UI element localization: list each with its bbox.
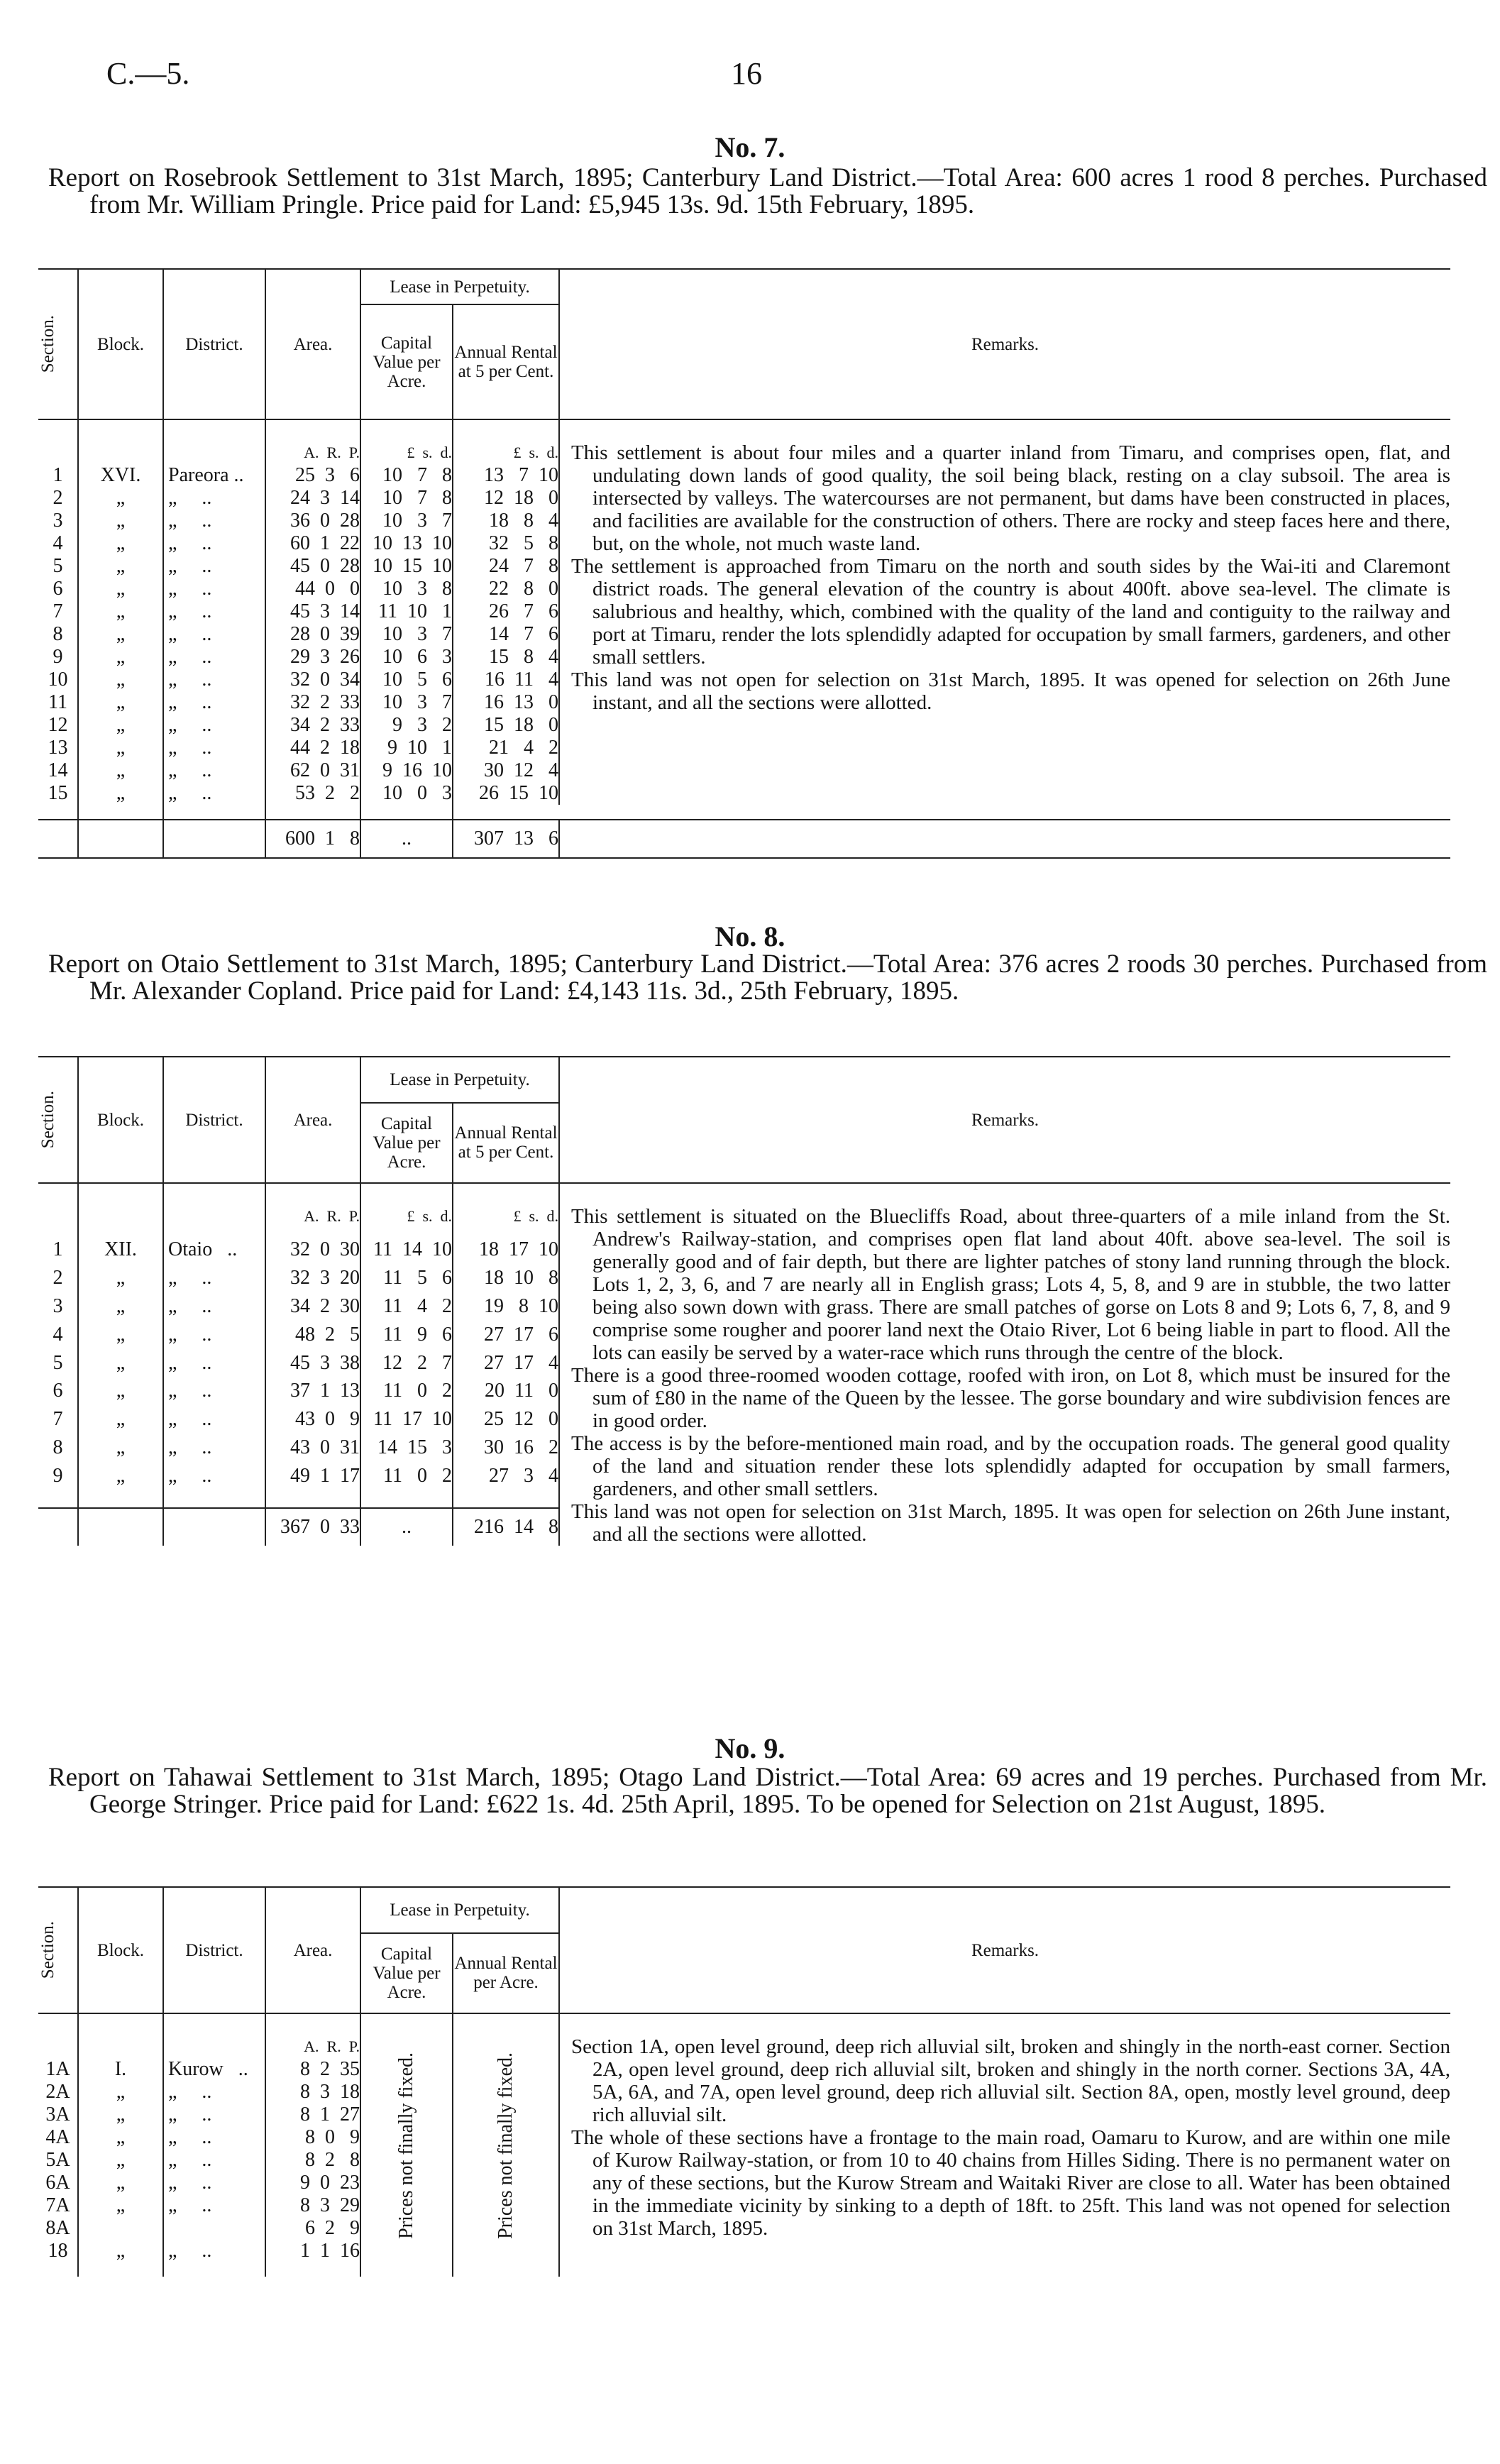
section-cell: 11 — [48, 691, 67, 713]
col-area-header: Area. — [265, 269, 360, 419]
page-number: 16 — [731, 56, 762, 91]
annual-rental-cell: 32 5 8 — [453, 532, 559, 555]
col-capital-header: Capital Value per Acre. — [360, 1103, 453, 1183]
block-cell: „ — [78, 2172, 163, 2194]
area-cell: 44 2 18 — [265, 737, 360, 759]
area-cell: 9 0 23 — [265, 2172, 360, 2194]
capital-value-cell: 10 15 10 — [360, 555, 453, 578]
area-cell: 6 2 9 — [265, 2217, 360, 2240]
block-cell: „ — [78, 669, 163, 691]
area-units: A. R. P. — [265, 1183, 360, 1238]
block-cell: „ — [78, 1380, 163, 1408]
area-cell: 45 3 14 — [265, 600, 360, 623]
section-cell: 6A — [45, 2172, 70, 2194]
capital-value-cell: 9 3 2 — [360, 714, 453, 737]
capital-value-cell: 11 14 10 — [360, 1238, 453, 1267]
block-cell: „ — [78, 1324, 163, 1352]
annual-rental-cell: 22 8 0 — [453, 578, 559, 600]
block-cell: „ — [78, 1436, 163, 1465]
section-cell: 2 — [53, 1267, 63, 1289]
col-section-header: Section. — [38, 315, 57, 373]
report-heading-7: Report on Rosebrook Settlement to 31st March, 1895; Canterbury Land District.—Total Area: 600 acres 1 rood 8 perches. Purchased from Mr. William Pringle. Price paid for Land: £5,945 13s. 9d. 15th February, 1895. — [48, 163, 1487, 219]
col-annual-per-acre-header: Annual Rental per Acre. — [453, 1933, 559, 2013]
col-lease-header: Lease in Perpetuity. — [360, 1887, 559, 1933]
remarks-paragraph: This land was not open for selection on 31st March, 1895. It was open for selection on 26th June instant, and all the sections were allotted. — [571, 1500, 1450, 1546]
area-cell: 36 0 28 — [265, 510, 360, 532]
area-cell: 29 3 26 — [265, 646, 360, 669]
capital-value-cell: 10 0 3 — [360, 782, 453, 805]
capital-value-cell: 11 0 2 — [360, 1380, 453, 1408]
district-cell: Otaio .. — [163, 1238, 265, 1267]
total-capital: .. — [360, 1508, 453, 1546]
block-cell: „ — [78, 2240, 163, 2262]
block-cell: „ — [78, 555, 163, 578]
section-cell: 6 — [53, 1380, 63, 1402]
district-cell: „ .. — [163, 532, 265, 555]
section-cell: 9 — [53, 1464, 63, 1487]
annual-rental-cell: 26 7 6 — [453, 600, 559, 623]
remarks-paragraph: This settlement is situated on the Bluecliffs Road, about three-quarters of a mile inland from the St. Andrew's Railway-station, and comprises open flat land about 40ft. above sea-level. The soil is generally good and of fair depth, but there are lighter patches of stony land running through the block. Lots 1, 2, 3, 6, and 7 are nearly all in English grass; Lots 4, 5, 8, and 9 are in stubble, the two latter being also sown down with grass. There are small patches of gorse on Lots 8 and 9; Lots 6, 7, 8, and 9 comprise some rougher and poorer land next the Otaio River, Lot 6 being liable in part to flood. All the lots can easily be served by a water-race which runs through the centre of the block. — [571, 1205, 1450, 1364]
area-cell: 34 2 30 — [265, 1295, 360, 1324]
col-district-header: District. — [163, 1887, 265, 2013]
block-cell: „ — [78, 1267, 163, 1295]
area-cell: 43 0 9 — [265, 1408, 360, 1436]
district-cell: „ .. — [163, 2172, 265, 2194]
remarks-cell — [559, 2013, 1450, 2277]
col-annual-header: Annual Rental at 5 per Cent. — [453, 1103, 559, 1183]
page-header-left: C.—5. — [106, 56, 190, 91]
area-units: A. R. P. — [265, 2013, 360, 2058]
block-cell: „ — [78, 2194, 163, 2217]
block-cell: „ — [78, 1352, 163, 1380]
area-cell: 48 2 5 — [265, 1324, 360, 1352]
area-cell: 53 2 2 — [265, 782, 360, 805]
district-cell: „ .. — [163, 600, 265, 623]
col-area-header: Area. — [265, 1057, 360, 1183]
col-block-header: Block. — [78, 1887, 163, 2013]
prices-annual-cell — [453, 2013, 559, 2277]
section-cell: 3 — [53, 510, 63, 532]
district-cell: „ .. — [163, 2081, 265, 2103]
capital-value-cell: 10 3 7 — [360, 691, 453, 714]
block-cell: „ — [78, 487, 163, 510]
block-cell: „ — [78, 737, 163, 759]
area-cell: 8 2 35 — [265, 2058, 360, 2081]
district-cell: „ .. — [163, 691, 265, 714]
district-cell: „ .. — [163, 737, 265, 759]
section-cell: 7 — [53, 600, 63, 622]
section-number-7: No. 7. — [715, 131, 785, 163]
capital-value-cell: 14 15 3 — [360, 1436, 453, 1465]
col-remarks-header: Remarks. — [559, 269, 1450, 419]
district-cell: „ .. — [163, 487, 265, 510]
block-cell: XII. — [78, 1238, 163, 1267]
area-cell: 37 1 13 — [265, 1380, 360, 1408]
capital-value-cell: 11 9 6 — [360, 1324, 453, 1352]
block-cell: „ — [78, 600, 163, 623]
remarks-cell — [559, 1183, 1450, 1546]
block-cell: „ — [78, 623, 163, 646]
district-cell: „ .. — [163, 510, 265, 532]
section-cell: 3 — [53, 1294, 63, 1317]
col-block-header: Block. — [78, 1057, 163, 1183]
district-cell: „ .. — [163, 1267, 265, 1295]
annual-rental-cell: 18 17 10 — [453, 1238, 559, 1267]
section-cell: 1A — [45, 2058, 70, 2080]
remarks-paragraph: This settlement is about four miles and a quarter inland from Timaru, and comprises open, flat, and undulating down lands of good quality, the soil being black, resting on a clay subsoil. The area is intersected by valleys. The watercourses are not permanent, but dams have been constructed in places, and facilities are available for the construction of others. There are rocky and steep faces here and there, but, on the whole, not much waste land. — [571, 441, 1450, 555]
block-cell: „ — [78, 646, 163, 669]
district-cell: „ .. — [163, 2194, 265, 2217]
col-remarks-header: Remarks. — [559, 1887, 1450, 2013]
area-cell: 24 3 14 — [265, 487, 360, 510]
capital-value-cell: 11 5 6 — [360, 1267, 453, 1295]
col-annual-header: Annual Rental at 5 per Cent. — [453, 304, 559, 419]
col-section-header: Section. — [38, 1091, 57, 1149]
area-cell: 45 3 38 — [265, 1352, 360, 1380]
area-units: A. R. P. — [265, 419, 360, 464]
capital-value-cell: 10 13 10 — [360, 532, 453, 555]
annual-rental-cell: 18 8 4 — [453, 510, 559, 532]
table-rosebrook — [38, 268, 1450, 859]
district-cell — [163, 2217, 265, 2240]
section-cell: 8 — [53, 1436, 63, 1458]
district-cell: Pareora .. — [163, 464, 265, 487]
prices-capital-cell — [360, 2013, 453, 2277]
capital-value-cell: 10 6 3 — [360, 646, 453, 669]
remarks-cell — [559, 419, 1450, 805]
block-cell: „ — [78, 691, 163, 714]
area-cell: 25 3 6 — [265, 464, 360, 487]
report-heading-8: Report on Otaio Settlement to 31st March, 1895; Canterbury Land District.—Total Area: 376 acres 2 roods 30 perches. Purchased from Mr. Alexander Copland. Price paid for Land: £4,143 11s. 3d., 25th February, 1895. — [48, 950, 1487, 1006]
capital-value-cell: 9 10 1 — [360, 737, 453, 759]
area-cell: 8 3 18 — [265, 2081, 360, 2103]
section-cell: 4 — [53, 1323, 63, 1346]
district-cell: „ .. — [163, 714, 265, 737]
district-cell: „ .. — [163, 2103, 265, 2126]
remarks-paragraph: The settlement is approached from Timaru on the north and south sides by the Wai-iti and Claremont district roads. The general elevation of the country is about 400ft. above sea-level. The climate is salubrious and healthy, which, combined with the quality of the land and contiguity to the railway and port at Timaru, render the lots splendidly adapted for occupation by small farmers, gardeners, and other small settlers. — [571, 555, 1450, 669]
section-cell: 7A — [45, 2194, 70, 2216]
block-cell: „ — [78, 578, 163, 600]
capital-value-cell: 12 2 7 — [360, 1352, 453, 1380]
area-cell: 34 2 33 — [265, 714, 360, 737]
section-cell: 2 — [53, 487, 63, 509]
remarks-paragraph: Section 1A, open level ground, deep rich alluvial silt, broken and shingly in the north-east corner. Section 2A, open level ground, deep rich alluvial silt, broken and shingly in the north corner. Sections 3A, 4A, 5A, 6A, and 7A, open level ground, deep rich alluvial silt. Section 8A, open, mostly level ground, deep rich alluvial silt. — [571, 2035, 1450, 2126]
section-cell: 9 — [53, 646, 63, 668]
annual-rental-cell: 25 12 0 — [453, 1408, 559, 1436]
col-capital-header: Capital Value per Acre. — [360, 1933, 453, 2013]
block-cell: „ — [78, 2103, 163, 2126]
capital-value-cell: 10 5 6 — [360, 669, 453, 691]
table-tahawai — [38, 1886, 1450, 2277]
section-cell: 12 — [48, 714, 68, 736]
total-area: 600 1 8 — [265, 820, 360, 858]
district-cell: „ .. — [163, 1295, 265, 1324]
section-cell: 10 — [48, 669, 68, 691]
block-cell: „ — [78, 510, 163, 532]
capital-value-cell: 11 4 2 — [360, 1295, 453, 1324]
block-cell: I. — [78, 2058, 163, 2081]
block-cell — [78, 2217, 163, 2240]
area-cell: 32 0 30 — [265, 1238, 360, 1267]
annual-rental-cell: 27 17 4 — [453, 1352, 559, 1380]
remarks-paragraph: There is a good three-roomed wooden cottage, roofed with iron, on Lot 8, which must be insured for the sum of £80 in the name of the Queen by the lessee. The gorse boundary and wire subdivision fences are in good order. — [571, 1364, 1450, 1432]
block-cell: XVI. — [78, 464, 163, 487]
capital-value-cell: 10 3 7 — [360, 623, 453, 646]
money-units: £ s. d. — [360, 419, 453, 464]
area-cell: 8 1 27 — [265, 2103, 360, 2126]
section-cell: 5 — [53, 555, 63, 577]
annual-rental-cell: 24 7 8 — [453, 555, 559, 578]
district-cell: „ .. — [163, 1465, 265, 1493]
area-cell: 32 2 33 — [265, 691, 360, 714]
total-capital: .. — [360, 820, 453, 858]
col-section-header: Section. — [38, 1921, 57, 1979]
district-cell: „ .. — [163, 555, 265, 578]
prices-not-fixed-capital: Prices not finally fixed. — [395, 2052, 417, 2239]
total-annual: 216 14 8 — [453, 1508, 559, 1546]
annual-rental-cell: 16 11 4 — [453, 669, 559, 691]
report-heading-9: Report on Tahawai Settlement to 31st March, 1895; Otago Land District.—Total Area: 69 acres and 19 perches. Purchased from Mr. George Stringer. Price paid for Land: £622 1s. 4d. 25th April, 1895. To be opened for Selection on 21st August, 1895. — [48, 1763, 1487, 1819]
block-cell: „ — [78, 782, 163, 805]
section-cell: 5A — [45, 2149, 70, 2171]
col-lease-header: Lease in Perpetuity. — [360, 1057, 559, 1103]
prices-not-fixed-annual: Prices not finally fixed. — [495, 2052, 517, 2239]
block-cell: „ — [78, 759, 163, 782]
section-cell: 4 — [53, 532, 63, 554]
capital-value-cell: 11 0 2 — [360, 1465, 453, 1493]
area-cell: 44 0 0 — [265, 578, 360, 600]
col-area-header: Area. — [265, 1887, 360, 2013]
block-cell: „ — [78, 714, 163, 737]
annual-rental-cell: 18 10 8 — [453, 1267, 559, 1295]
section-cell: 6 — [53, 578, 63, 600]
section-cell: 5 — [53, 1351, 63, 1374]
district-cell: „ .. — [163, 2149, 265, 2172]
district-cell: „ .. — [163, 759, 265, 782]
district-cell: „ .. — [163, 669, 265, 691]
remarks-paragraph: The access is by the before-mentioned main road, and by the occupation roads. The general good quality of the land and situation render these lots splendidly adapted for occupation by small farmers, gardeners, and other small settlers. — [571, 1432, 1450, 1500]
annual-rental-cell: 15 18 0 — [453, 714, 559, 737]
district-cell: „ .. — [163, 1380, 265, 1408]
area-cell: 62 0 31 — [265, 759, 360, 782]
section-cell: 8 — [53, 623, 63, 645]
district-cell: „ .. — [163, 646, 265, 669]
block-cell: „ — [78, 1408, 163, 1436]
section-cell: 18 — [48, 2240, 68, 2262]
district-cell: „ .. — [163, 1352, 265, 1380]
area-cell: 8 2 8 — [265, 2149, 360, 2172]
section-cell: 13 — [48, 737, 68, 759]
district-cell: „ .. — [163, 2240, 265, 2262]
area-cell: 45 0 28 — [265, 555, 360, 578]
district-cell: Kurow .. — [163, 2058, 265, 2081]
section-cell: 4A — [45, 2126, 70, 2148]
capital-value-cell: 9 16 10 — [360, 759, 453, 782]
section-cell: 7 — [53, 1408, 63, 1431]
col-block-header: Block. — [78, 269, 163, 419]
table-otaio — [38, 1056, 1450, 1546]
total-area: 367 0 33 — [265, 1508, 360, 1546]
area-cell: 43 0 31 — [265, 1436, 360, 1465]
area-cell: 49 1 17 — [265, 1465, 360, 1493]
capital-value-cell: 11 17 10 — [360, 1408, 453, 1436]
section-cell: 15 — [48, 782, 68, 804]
district-cell: „ .. — [163, 1436, 265, 1465]
district-cell: „ .. — [163, 1408, 265, 1436]
remarks-paragraph: The whole of these sections have a frontage to the main road, Oamaru to Kurow, and are within one mile of Kurow Railway-station, or from 10 to 40 chains from Hilles Siding. There is no permanent water on any of these sections, but the Kurow Stream and Waitaki River are close to all. Water has been obtained in the immediate vicinity by sinking to a depth of 18ft. to 25ft. This land was not opened for selection on 31st March, 1895. — [571, 2126, 1450, 2240]
district-cell: „ .. — [163, 2126, 265, 2149]
area-cell: 1 1 16 — [265, 2240, 360, 2262]
money-units: £ s. d. — [453, 1183, 559, 1238]
area-cell: 28 0 39 — [265, 623, 360, 646]
section-cell: 1 — [53, 1238, 63, 1261]
remarks-paragraph: This land was not open for selection on 31st March, 1895. It was opened for selection on 26th June instant, and all the sections were allotted. — [571, 669, 1450, 714]
col-district-header: District. — [163, 269, 265, 419]
district-cell: „ .. — [163, 782, 265, 805]
section-cell: 1 — [53, 464, 63, 486]
district-cell: „ .. — [163, 623, 265, 646]
annual-rental-cell: 12 18 0 — [453, 487, 559, 510]
annual-rental-cell: 20 11 0 — [453, 1380, 559, 1408]
area-cell: 32 0 34 — [265, 669, 360, 691]
district-cell: „ .. — [163, 1324, 265, 1352]
annual-rental-cell: 26 15 10 — [453, 782, 559, 805]
section-cell: 3A — [45, 2103, 70, 2125]
section-cell: 2A — [45, 2081, 70, 2103]
annual-rental-cell: 30 16 2 — [453, 1436, 559, 1465]
col-capital-header: Capital Value per Acre. — [360, 304, 453, 419]
area-cell: 8 0 9 — [265, 2126, 360, 2149]
money-units: £ s. d. — [453, 419, 559, 464]
block-cell: „ — [78, 2126, 163, 2149]
annual-rental-cell: 27 17 6 — [453, 1324, 559, 1352]
col-district-header: District. — [163, 1057, 265, 1183]
block-cell: „ — [78, 2081, 163, 2103]
section-number-8: No. 8. — [715, 920, 785, 952]
annual-rental-cell: 30 12 4 — [453, 759, 559, 782]
capital-value-cell: 10 7 8 — [360, 464, 453, 487]
col-remarks-header: Remarks. — [559, 1057, 1450, 1183]
annual-rental-cell: 27 3 4 — [453, 1465, 559, 1493]
capital-value-cell: 10 3 7 — [360, 510, 453, 532]
district-cell: „ .. — [163, 578, 265, 600]
annual-rental-cell: 21 4 2 — [453, 737, 559, 759]
money-units: £ s. d. — [360, 1183, 453, 1238]
col-lease-header: Lease in Perpetuity. — [360, 269, 559, 304]
annual-rental-cell: 14 7 6 — [453, 623, 559, 646]
capital-value-cell: 10 3 8 — [360, 578, 453, 600]
total-annual: 307 13 6 — [453, 820, 559, 858]
section-cell: 8A — [45, 2217, 70, 2239]
block-cell: „ — [78, 1295, 163, 1324]
block-cell: „ — [78, 532, 163, 555]
block-cell: „ — [78, 1465, 163, 1493]
annual-rental-cell: 15 8 4 — [453, 646, 559, 669]
capital-value-cell: 11 10 1 — [360, 600, 453, 623]
section-cell: 14 — [48, 759, 68, 781]
section-number-9: No. 9. — [715, 1732, 785, 1764]
area-cell: 60 1 22 — [265, 532, 360, 555]
area-cell: 8 3 29 — [265, 2194, 360, 2217]
block-cell: „ — [78, 2149, 163, 2172]
capital-value-cell: 10 7 8 — [360, 487, 453, 510]
annual-rental-cell: 13 7 10 — [453, 464, 559, 487]
area-cell: 32 3 20 — [265, 1267, 360, 1295]
annual-rental-cell: 19 8 10 — [453, 1295, 559, 1324]
annual-rental-cell: 16 13 0 — [453, 691, 559, 714]
